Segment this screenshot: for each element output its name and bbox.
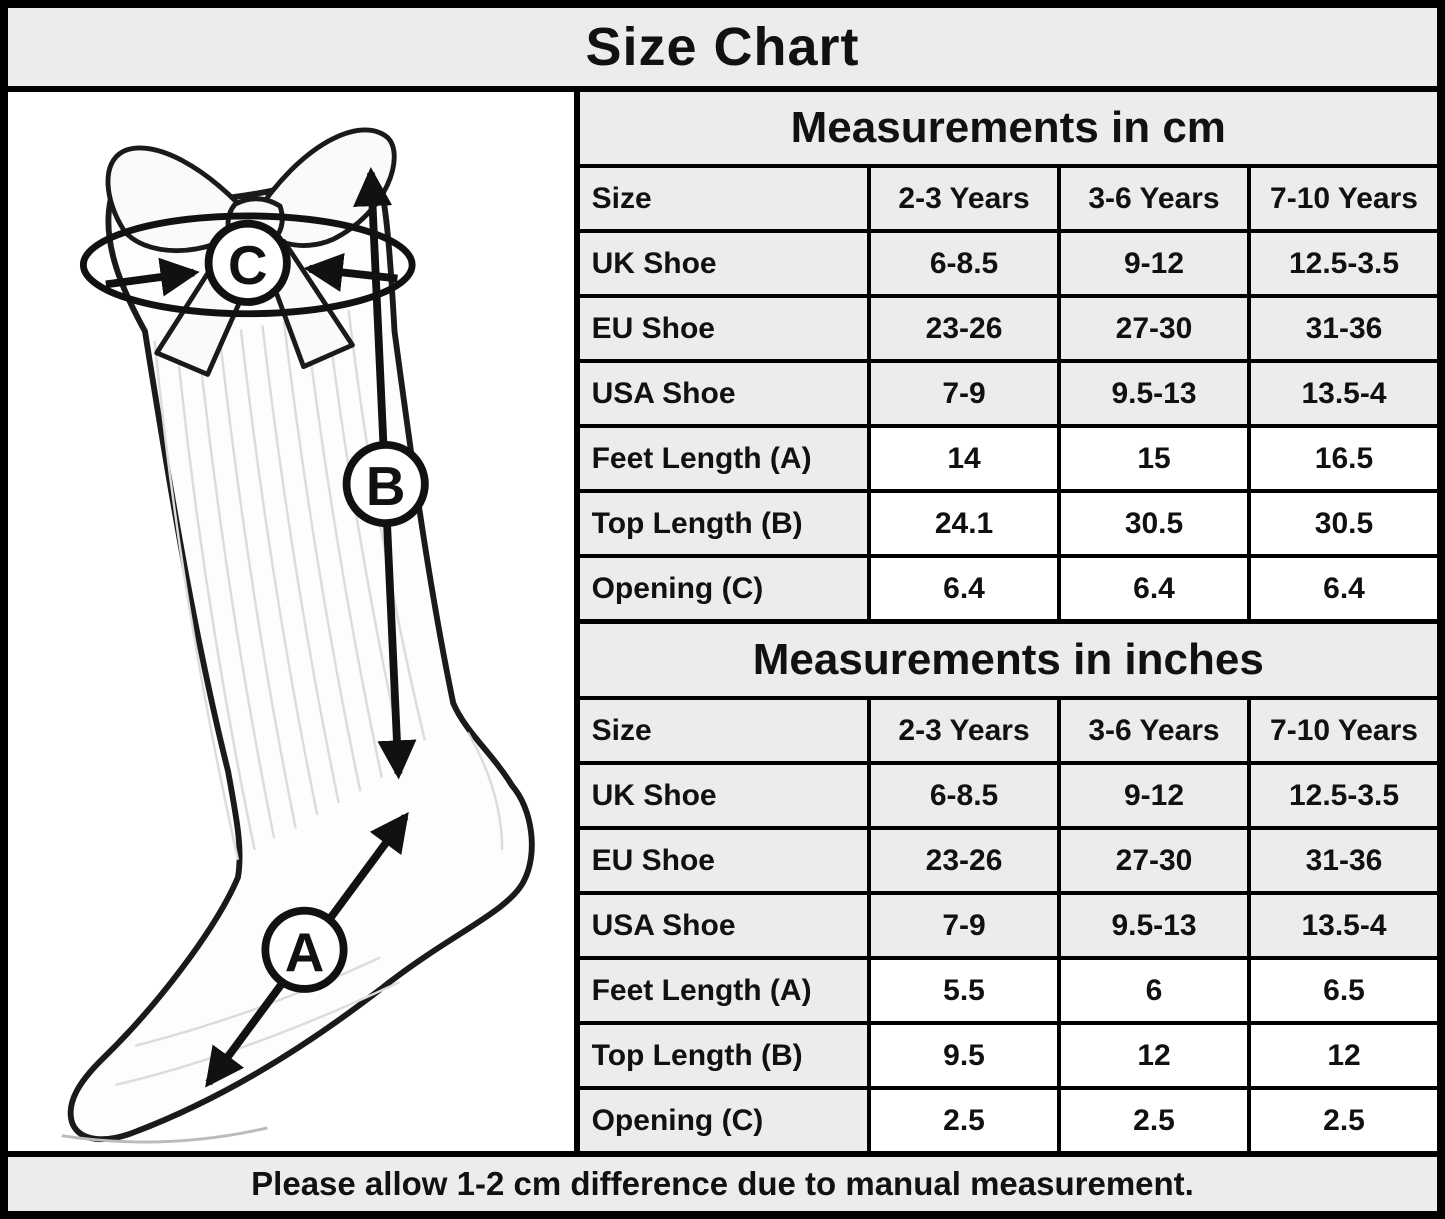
table-cell: 12	[1061, 1025, 1247, 1086]
measurement-disclaimer: Please allow 1-2 cm difference due to manual measurement.	[8, 1151, 1437, 1211]
row-label: Top Length (B)	[580, 493, 867, 554]
row-label: USA Shoe	[580, 363, 867, 424]
column-header: Size	[580, 700, 867, 761]
row-label: Feet Length (A)	[580, 428, 867, 489]
row-label: EU Shoe	[580, 830, 867, 891]
table-cell: 23-26	[871, 830, 1057, 891]
table-cell: 2.5	[1251, 1090, 1437, 1151]
table-cell: 7-9	[871, 363, 1057, 424]
table-cell: 6.4	[871, 558, 1057, 619]
row-label: Opening (C)	[580, 558, 867, 619]
table-cell: 30.5	[1251, 493, 1437, 554]
inches-table-title: Measurements in inches	[580, 624, 1437, 696]
table-cell: 6	[1061, 960, 1247, 1021]
row-label: UK Shoe	[580, 233, 867, 294]
column-header: Size	[580, 168, 867, 229]
table-cell: 31-36	[1251, 298, 1437, 359]
row-label: EU Shoe	[580, 298, 867, 359]
row-label: USA Shoe	[580, 895, 867, 956]
table-cell: 5.5	[871, 960, 1057, 1021]
column-header: 3-6 Years	[1061, 168, 1247, 229]
table-cell: 2.5	[871, 1090, 1057, 1151]
foot-length-label-a: A	[284, 920, 325, 983]
table-cell: 27-30	[1061, 830, 1247, 891]
table-cell: 6-8.5	[871, 765, 1057, 826]
table-cell: 9-12	[1061, 233, 1247, 294]
column-header: 7-10 Years	[1251, 168, 1437, 229]
sock-diagram	[8, 92, 574, 1151]
row-label: Opening (C)	[580, 1090, 867, 1151]
table-cell: 7-9	[871, 895, 1057, 956]
table-cell: 13.5-4	[1251, 895, 1437, 956]
table-cell: 6.5	[1251, 960, 1437, 1021]
table-cell: 13.5-4	[1251, 363, 1437, 424]
table-cell: 9.5-13	[1061, 895, 1247, 956]
column-header: 7-10 Years	[1251, 700, 1437, 761]
table-cell: 16.5	[1251, 428, 1437, 489]
table-cell: 6-8.5	[871, 233, 1057, 294]
table-cell: 2.5	[1061, 1090, 1247, 1151]
table-cell: 12.5-3.5	[1251, 765, 1437, 826]
main-area	[8, 92, 1437, 1151]
column-header: 2-3 Years	[871, 700, 1057, 761]
table-cell: 9-12	[1061, 765, 1247, 826]
row-label: Feet Length (A)	[580, 960, 867, 1021]
inches-table	[580, 624, 1437, 1151]
table-cell: 30.5	[1061, 493, 1247, 554]
cm-table	[580, 92, 1437, 619]
sock-diagram-panel	[8, 92, 580, 1151]
table-cell: 9.5-13	[1061, 363, 1247, 424]
table-cell: 6.4	[1251, 558, 1437, 619]
table-cell: 12.5-3.5	[1251, 233, 1437, 294]
table-cell: 6.4	[1061, 558, 1247, 619]
table-cell: 12	[1251, 1025, 1437, 1086]
size-tables	[580, 92, 1437, 1151]
table-cell: 31-36	[1251, 830, 1437, 891]
table-cell: 23-26	[871, 298, 1057, 359]
column-header: 2-3 Years	[871, 168, 1057, 229]
top-length-label-b: B	[365, 454, 406, 517]
table-cell: 14	[871, 428, 1057, 489]
cm-table-title: Measurements in cm	[580, 92, 1437, 164]
opening-label-c: C	[227, 233, 268, 296]
table-cell: 15	[1061, 428, 1247, 489]
table-cell: 24.1	[871, 493, 1057, 554]
table-cell: 27-30	[1061, 298, 1247, 359]
row-label: Top Length (B)	[580, 1025, 867, 1086]
row-label: UK Shoe	[580, 765, 867, 826]
page-title: Size Chart	[8, 8, 1437, 92]
column-header: 3-6 Years	[1061, 700, 1247, 761]
table-cell: 9.5	[871, 1025, 1057, 1086]
